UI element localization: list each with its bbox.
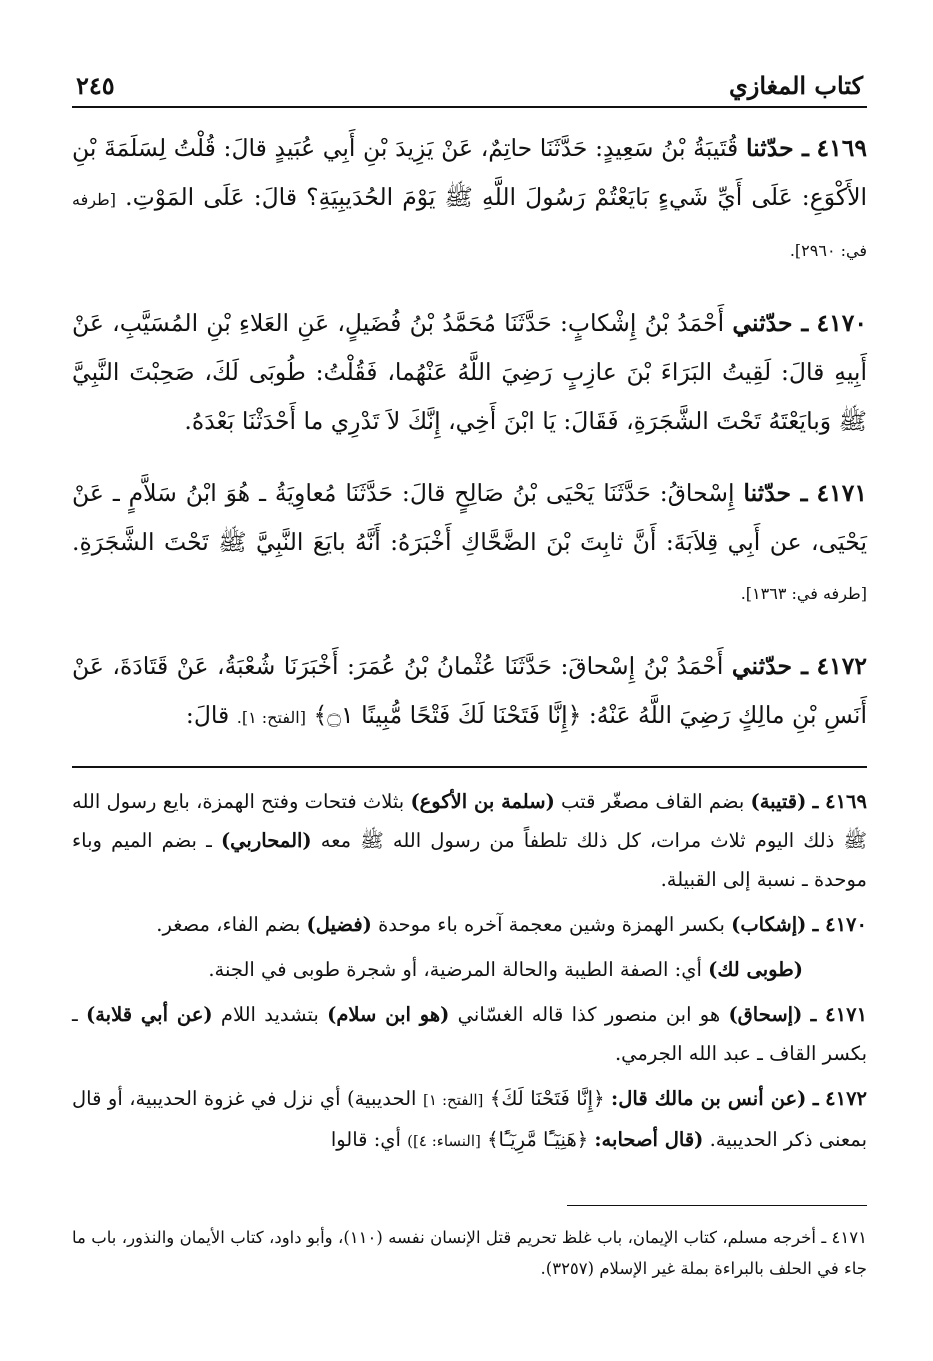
commentary-text: أي: قالوا: [330, 1127, 401, 1151]
page-header: [72, 58, 867, 108]
commentary-term: الحديبية): [347, 1086, 417, 1110]
cross-reference: [طرفه في: ١٣٦٣].: [740, 584, 867, 603]
commentary-text: بتشديد اللام: [220, 1002, 319, 1026]
commentary-term: (إشكاب): [731, 912, 807, 936]
page-number: ٢٤٥: [76, 71, 115, 100]
hadith-4169: [72, 124, 867, 275]
commentary-text: هو ابن منصور كذا قاله الغسّاني: [457, 1002, 721, 1026]
commentary-term: (عن أبي قلابة): [86, 1002, 213, 1026]
section-divider: [72, 766, 867, 768]
commentary-term: (إسحاق): [728, 1002, 803, 1026]
commentary-term: (قتيبة): [750, 789, 807, 813]
commentary-4170: [72, 905, 867, 944]
commentary-text: بضم القاف مصغّر قتب: [561, 789, 745, 813]
cross-reference: [طرفه في: ٢٩٦٠].: [72, 190, 867, 260]
commentary-text: ـ بكسر القاف ـ عبد الله الجرمي.: [72, 1002, 867, 1065]
commentary-term: (سلمة بن الأكوع): [410, 789, 555, 813]
commentary-term: (فضيل): [306, 912, 372, 936]
commentary-text: ـ بضم الميم وباء موحدة ـ نسبة إلى القبيلة.: [72, 828, 867, 891]
commentary-text: بضم الفاء، مصغر.: [156, 912, 301, 936]
quran-quote: ﴿إِنَّا فَتَحْنَا لَكَ﴾: [489, 1086, 605, 1110]
hadith-4170: [72, 299, 867, 446]
commentary-text: أي: الصفة الطيبة والحالة المرضية، أو شجرة طوبى في الجنة.: [208, 957, 702, 981]
commentary-term: (طوبى لك): [708, 957, 803, 981]
hadith-4172: [72, 642, 867, 742]
commentary-number: ٤١٧١ ـ: [810, 1002, 868, 1026]
commentary-4169: [72, 782, 867, 899]
footnote: ٤١٧١ ـ أخرجه مسلم، كتاب الإيمان، باب غلظ تحريم قتل الإنسان نفسه (١١٠)، وأبو داود، كتاب الأيمان والنذور، باب ما جاء في الحلف بالبراءة بملة غير الإسلام (٣٢٥٧).: [72, 1228, 867, 1278]
hadith-number: ٤١٧٠: [816, 308, 867, 337]
book-title: كتاب المغازي: [728, 71, 863, 100]
hadith-text: أَحْمَدُ بْنُ إِشْكابٍ: حَدَّثَنَا مُحَمَّدُ بْنُ فُضَيلٍ، عَنِ العَلاءِ بْنِ المُسَيَّبِ، عَنْ أَبِيهِ قالَ: لَقِيتُ البَرَاءَ بْنَ عازِبٍ رَضِيَ اللَّهُ عَنْهُما، فَقُلْتُ: طُوبَى لَكَ، صَحِبْتَ النَّبِيَّ ﷺ وَبايَعْتَهُ تَحْتَ الشَّجَرَةِ، فَقَالَ: يَا ابْنَ أَخِي، إِنَّكَ لاَ تَدْرِي ما أَحْدَثْنَا بَعْدَهُ.: [72, 308, 867, 435]
hadith-4171: [72, 469, 867, 618]
hadith-text: أَحْمَدُ بْنُ إِسْحاقَ: حَدَّثَنَا عُثْمانُ بْنُ عُمَرَ: أَخْبَرَنَا شُعْبَةُ، عَنْ قَتَادَةَ، عَنْ أَنَسِ بْنِ مالِكٍ رَضِيَ اللَّهُ عَنْهُ: ﴿إِنَّا فَتَحْنَا لَكَ فَتْحًا مُّبِينًا ۝١﴾: [72, 651, 867, 729]
hadith-lead: ـ حدّثني: [732, 308, 809, 337]
commentary-4171: [72, 995, 867, 1073]
commentary-4170-tuba: [72, 950, 867, 989]
commentary-term: (عن أنس بن مالك قال:: [611, 1086, 807, 1110]
hadith-number: ٤١٧٢: [816, 651, 867, 680]
commentary-term: (المحاربي): [220, 828, 312, 852]
commentary-number: ٤١٦٩ ـ: [812, 789, 867, 813]
quran-reference: [الفتح: ١]: [422, 1090, 484, 1109]
hadith-text: إِسْحاقُ: حَدَّثَنَا يَحْيَى بْنُ صَالِحٍ قالَ: حَدَّثَنَا مُعاوِيَةُ ـ هُوَ ابْنُ سَلاَّمٍ ـ عَنْ يَحْيَى، عن أَبِي قِلاَبَةَ: أَنَّ ثابِتَ بْنَ الضَّحَّاكِ أَخْبَرَهُ: أَنَّهُ بايَعَ النَّبِيَّ ﷺ تَحْتَ الشَّجَرَةِ.: [72, 479, 867, 556]
hadith-text: قُتَيبَةُ بْنُ سَعِيدٍ: حَدَّثَنَا حاتِمٌ، عَنْ يَزِيدَ بْنِ أَبِي عُبَيدٍ قالَ: قُلْتُ لِسَلَمَةَ بْنِ الأَكْوَعِ: عَلَى أَيِّ شَيءٍ بَايَعْتُمْ رَسُولَ اللَّهِ ﷺ يَوْمَ الحُدَيبِيَةِ؟ قالَ: عَلَى المَوْتِ.: [72, 134, 867, 211]
commentary-number: ٤١٧٢: [825, 1086, 868, 1110]
hadith-number: ٤١٧١: [816, 479, 867, 507]
hadith-lead: ـ حدّثنا: [743, 479, 808, 507]
quran-reference: [الفتح: ١].: [236, 707, 306, 727]
commentary-term: (قال أصحابه:: [594, 1127, 704, 1151]
hadith-lead: ـ حدّثني: [731, 651, 809, 680]
commentary-text: بثلاث فتحات وفتح الهمزة، بايع رسول الله ﷺ ذلك اليوم ثلاث مرات، كل ذلك تلطفاً من رسول الله ﷺ معه: [72, 789, 868, 852]
hadith-lead: ـ حدّثنا: [745, 134, 809, 162]
commentary-text: بكسر الهمزة وشين معجمة آخره باء موحدة: [378, 912, 725, 936]
footnote-divider: [567, 1205, 867, 1206]
hadith-number: ٤١٦٩: [816, 134, 867, 162]
commentary-number: ٤١٧٠ ـ: [812, 912, 867, 936]
commentary-term: (هو ابن سلام): [327, 1002, 450, 1026]
hadith-tail: قالَ:: [185, 700, 230, 729]
commentary-text: أي نزل في غزوة الحديبية، أو قال بمعنى ذكر الحديبية.: [72, 1086, 867, 1151]
quran-quote: ﴿هَنِيٓـًٔا مَّرِيٓـًٔا﴾: [487, 1127, 589, 1151]
commentary-4172: ٤١٧٢ ـ (عن أنس بن مالك قال: ﴿إِنَّا فَتَحْنَا لَكَ﴾ [الفتح: ١] الحديبية) أي نزل في غزوة الحديبية، أو قال بمعنى ذكر الحديبية. (قال أصحابه: ﴿هَنِيٓـًٔا مَّرِيٓـًٔا﴾ [النساء: ٤]) أي: قالوا: [72, 1086, 868, 1151]
quran-reference: [النساء: ٤]): [407, 1131, 481, 1150]
